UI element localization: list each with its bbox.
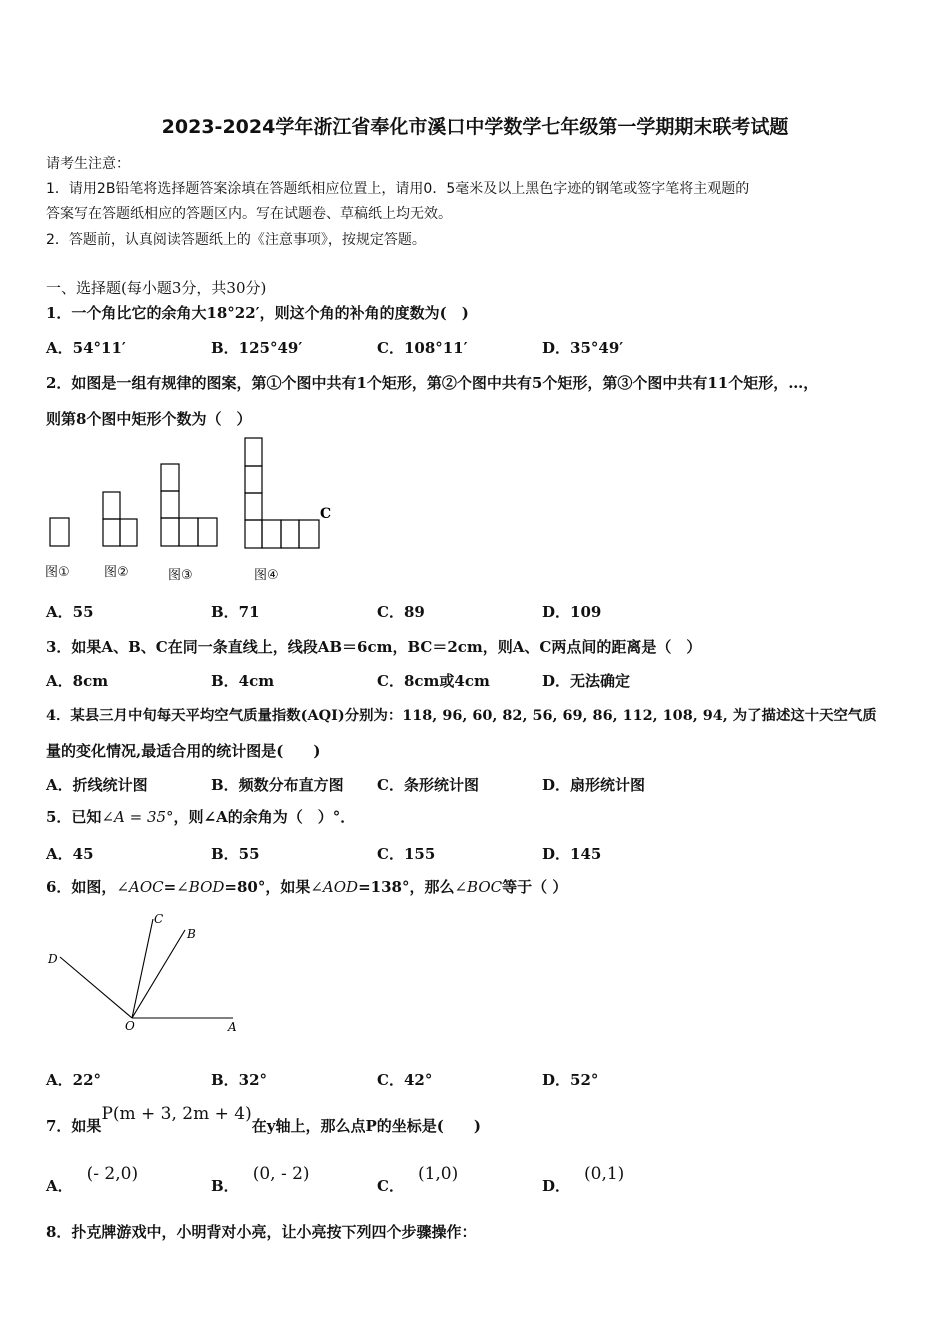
q5-option-c[interactable]: C．155 — [377, 845, 436, 863]
q6-angle-aoc: ∠AOC — [116, 878, 164, 896]
fig3-square — [161, 518, 179, 546]
q7-option-c[interactable]: C．(1,0) — [377, 1164, 459, 1195]
q6-angle-boc: ∠BOC — [454, 878, 503, 896]
q6-eq2: =80°，如果 — [224, 878, 311, 896]
q4-option-c[interactable]: C．条形统计图 — [377, 776, 479, 794]
q7-option-c-value: (1,0) — [417, 1164, 459, 1184]
notice-item-2: 2．答题前，认真阅读答题纸上的《注意事项》，按规定答题。 — [46, 232, 426, 248]
ray-oc — [132, 919, 153, 1018]
fig-label-4: 图④ — [254, 568, 279, 583]
fig4-square — [281, 520, 299, 548]
q1-option-a[interactable]: A．54°11′ — [46, 339, 126, 357]
point-d: D — [48, 952, 58, 966]
q2-option-a[interactable]: A．55 — [46, 603, 94, 621]
q5-math: ∠A = 35° — [101, 808, 174, 826]
q4-option-b[interactable]: B．频数分布直方图 — [211, 776, 344, 794]
fig3-square — [179, 518, 198, 546]
q7-option-b-value: (0, - 2) — [252, 1164, 310, 1184]
fig-label-1: 图① — [45, 565, 70, 580]
q7-option-a[interactable]: A．(- 2,0) — [46, 1164, 139, 1195]
fig4-square — [245, 438, 262, 466]
section-heading: 一、选择题(每小题3分，共30分) — [46, 279, 267, 297]
question-2-line-1: 2．如图是一组有规律的图案，第①个图中共有1个矩形，第②个图中共有5个矩形，第③个图中共有11个矩形，…， — [46, 374, 819, 392]
question-4-line-2: 量的变化情况,最适合用的统计图是( ) — [46, 742, 321, 760]
fig4-square — [299, 520, 319, 548]
ray-od — [60, 957, 132, 1018]
q4-option-a[interactable]: A．折线统计图 — [46, 776, 148, 794]
q5-option-b[interactable]: B．55 — [211, 845, 260, 863]
fig4-square — [262, 520, 281, 548]
q3-option-b[interactable]: B．4cm — [211, 672, 275, 690]
point-a: A — [228, 1020, 237, 1034]
q6-option-a[interactable]: A．22° — [46, 1071, 102, 1089]
question-8: 8．扑克牌游戏中，小明背对小亮，让小亮按下列四个步骤操作： — [46, 1223, 477, 1241]
q6-eq1: = — [163, 878, 177, 896]
q6-angle-aod: ∠AOD — [310, 878, 359, 896]
fig2-square — [103, 519, 120, 546]
fig2-square — [120, 519, 137, 546]
q7-option-b[interactable]: B．(0, - 2) — [211, 1164, 310, 1195]
question-6 — [46, 876, 567, 897]
q6-option-c[interactable]: C．42° — [377, 1071, 433, 1089]
q7-suffix: 在y轴上，那么点P的坐标是( ) — [251, 1117, 481, 1135]
fig3-square — [161, 464, 179, 491]
q6-text-a: 6．如图， — [46, 878, 117, 896]
point-o: O — [125, 1019, 135, 1033]
q4-option-d[interactable]: D．扇形统计图 — [542, 776, 646, 794]
fig-label-2: 图② — [104, 565, 129, 580]
fig-label-3: 图③ — [168, 568, 193, 583]
question-5 — [46, 806, 355, 827]
question-4-line-1: 4．某县三月中旬每天平均空气质量指数(AQI)分别为：118, 96, 60, 82, 56, 69, 86, 112, 108, 94, 为了描述这十天空气质 — [46, 707, 877, 724]
question-3: 3．如果A、B、C在同一条直线上，线段AB＝6cm，BC＝2cm，则A、C两点间的距离是（ ） — [46, 638, 702, 656]
q5-suffix: ，则∠A的余角为（ ）°． — [173, 808, 356, 826]
q5-prefix: 5．已知 — [46, 808, 102, 826]
fig4-square — [245, 493, 262, 520]
q5-option-d[interactable]: D．145 — [542, 845, 602, 863]
question-1: 1．一个角比它的余角大18°22′，则这个角的补角的度数为( ) — [46, 304, 469, 322]
fig2-square-top — [103, 492, 120, 519]
notice-item-1a: 1．请用2B铅笔将选择题答案涂填在答题纸相应位置上，请用0．5毫米及以上黑色字迹的钢笔或签字笔将主观题的 — [46, 181, 750, 197]
q2-rectangle-figure — [40, 432, 350, 582]
q7-option-d[interactable]: D．(0,1) — [542, 1164, 625, 1195]
q2-option-b[interactable]: B．71 — [211, 603, 260, 621]
q6-angle-figure — [40, 905, 250, 1035]
point-c: C — [154, 912, 164, 926]
q2-option-c[interactable]: C．89 — [377, 603, 425, 621]
point-b: B — [187, 927, 196, 941]
fig4-square — [245, 520, 262, 548]
fig4-square — [245, 466, 262, 493]
q1-option-d[interactable]: D．35°49′ — [542, 339, 624, 357]
q7-prefix: 7．如果 — [46, 1117, 102, 1135]
q7-option-a-value: (- 2,0) — [86, 1164, 139, 1184]
q1-option-b[interactable]: B．125°49′ — [211, 339, 303, 357]
q3-option-a[interactable]: A．8cm — [46, 672, 109, 690]
q6-option-d[interactable]: D．52° — [542, 1071, 599, 1089]
page-title: 2023-2024学年浙江省奉化市溪口中学数学七年级第一学期期末联考试题 — [161, 116, 789, 138]
q6-eq3: =138°，那么 — [358, 878, 455, 896]
q3-option-c[interactable]: C．8cm或4cm — [377, 672, 490, 690]
question-2-line-2: 则第8个图中矩形个数为（ ） — [46, 410, 252, 428]
notice-heading: 请考生注意： — [46, 156, 130, 172]
q6-option-b[interactable]: B．32° — [211, 1071, 268, 1089]
q6-angle-bod: ∠BOD — [176, 878, 225, 896]
question-7 — [46, 1104, 481, 1136]
fig1-square — [50, 518, 69, 546]
fig3-square — [198, 518, 217, 546]
ray-ob — [132, 930, 185, 1018]
fig4-letter: C — [320, 506, 332, 522]
notice-item-1b: 答案写在答题纸相应的答题区内。写在试题卷、草稿纸上均无效。 — [46, 206, 452, 222]
q1-option-c[interactable]: C．108°11′ — [377, 339, 468, 357]
q5-option-a[interactable]: A．45 — [46, 845, 94, 863]
q2-option-d[interactable]: D．109 — [542, 603, 602, 621]
q3-option-d[interactable]: D．无法确定 — [542, 672, 631, 690]
q7-point-expr: P(m + 3, 2m + 4) — [101, 1104, 252, 1124]
q6-end: 等于（ ） — [502, 878, 568, 896]
q7-option-d-value: (0,1) — [584, 1164, 625, 1184]
fig3-square — [161, 491, 179, 518]
